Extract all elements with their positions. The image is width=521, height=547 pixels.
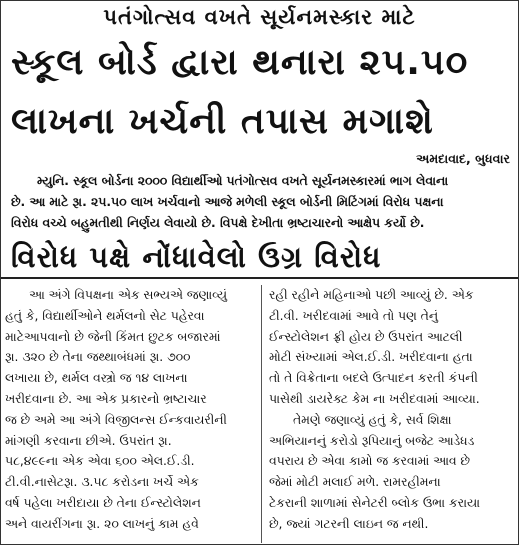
column-line: ટી.વી.નાસેટરૂા. ૩.૫૮ કરોડના ખર્ચે એક (5, 475, 199, 490)
column-divider (261, 285, 262, 543)
column-line: રહી રહીને મહિનાઓ પછી આવ્યું છે. એક (269, 288, 474, 302)
column-line: લખાયા છે, થર્મલ વસ્ત્રો જ ૧૪ લાખના (5, 371, 188, 386)
column-line: વર્ષ પહેલા ખરીદાયા છે તેના ઈન્સ્ટોલેશન (5, 495, 201, 510)
column-line: છે, જ્યાં ગટરની લાઇન જ નથી. (269, 516, 429, 531)
column-line: વપરાય છે એવા કામો જ કરવામાં આવ છે (269, 454, 470, 469)
headline-line-1: સ્કૂલ બોર્ડ દ્વારા થનારા ૨૫.૫૦ (11, 42, 469, 83)
column-line: પાસેથી ડાયરેક્ટ કેમ ના ખરીદવામાં આવ્યા. (269, 391, 480, 406)
column-line: તો તે વિક્રેતાના બદલે ઉત્પાદન કરતી કંપની (269, 371, 478, 386)
column-line: ઈન્સ્ટોલેશન ફ્રી હોય છે ઉપરાંત આટલી (269, 329, 463, 344)
intro-paragraph (11, 171, 510, 234)
column-line: અભિયાનનું કરોડો રૂપિયાનું બજેટ આડેધડ (269, 433, 475, 448)
intro-line: વિરોધ વચ્ચે બહુમતીથી નિર્ણય લેવાયો છે. વિપક્ષે દેખીતા ભ્રષ્ટાચારનો આક્ષેપ કર્યો છે. (11, 216, 425, 230)
left-column (5, 285, 256, 535)
subheadline: વિરોધ પક્ષે નોંધાવેલો ઉગ્ર વિરોધ (11, 240, 382, 274)
column-line: હતું કે, વિદ્યાર્થીઓને થર્મલનો સેટ પહેરવા (5, 308, 205, 323)
column-line: જ છે અમે આ અંગે વિજીલન્સ ઈન્કવાયરીની (5, 412, 227, 427)
column-line: ટેકરાની શાળામાં સેનેટરી બ્લોક ઉભા કરાયા (269, 495, 481, 510)
column-line: ૫૮,૪૯૯ના એક એવા ૬૦૦ એલ.ઈ.ડી. (5, 454, 195, 469)
column-line: અને વાયરીંગના રૂા. ૨૦ લાખનું કામ હવે (5, 516, 199, 531)
right-column (269, 285, 515, 535)
column-line: માટેઆપવાનો છે જેની કિંમત છુટક બજારમાં (5, 329, 221, 344)
column-line: ટી.વી. ખરીદવામાં આવે તો પણ તેનું (269, 308, 438, 323)
column-line: રૂા. ૩૨૦ છે તેના જથ્થાબંધમાં રૂા. ૭૦૦ (5, 350, 191, 365)
column-line: માંગણી કરવાના છીએ. ઉપરાંત રૂા. (5, 433, 172, 448)
intro-line: મ્યુનિ. સ્કૂલ બોર્ડના ૨૦૦૦ વિદ્યાર્થીઓ પતંગોત્સવ વખતે સૂર્યનમસ્કારમાં ભાગ લેવાના (37, 174, 449, 188)
column-line: તેમણે જણાવ્યું હતું કે, સર્વ શિક્ષા (293, 412, 452, 427)
headline-line-2: લાખના ખર્ચની તપાસ મગાશે (11, 101, 434, 142)
section-rule (1, 277, 518, 279)
column-line: ખરીદવાના છે. આ એક પ્રકારનો ભ્રષ્ટાચાર (5, 391, 207, 406)
column-line: જેમાં મોટી મલાઈ મળે. રામરહીમના (269, 475, 441, 490)
kicker-headline: પતંગોત્સવ વખતે સૂર્યનમસ્કાર માટે (103, 5, 416, 29)
column-line: આ અંગે વિપક્ષના એક સભ્યએ જણાવ્યું (29, 288, 227, 302)
dateline: અમદાવાદ, બુધવાર (416, 151, 510, 166)
intro-line: છે. આ માટે રૂા. ૨૫.૫૦ લાખ ખર્ચવાનો આજે મળેલી સ્કૂલ બોર્ડની મિટિંગમાં વિરોધ પક્ષના (11, 195, 444, 209)
column-line: મોટી સંખ્યામાં એલ.ઈ.ડી. ખરીદવાના હતા (269, 350, 473, 365)
